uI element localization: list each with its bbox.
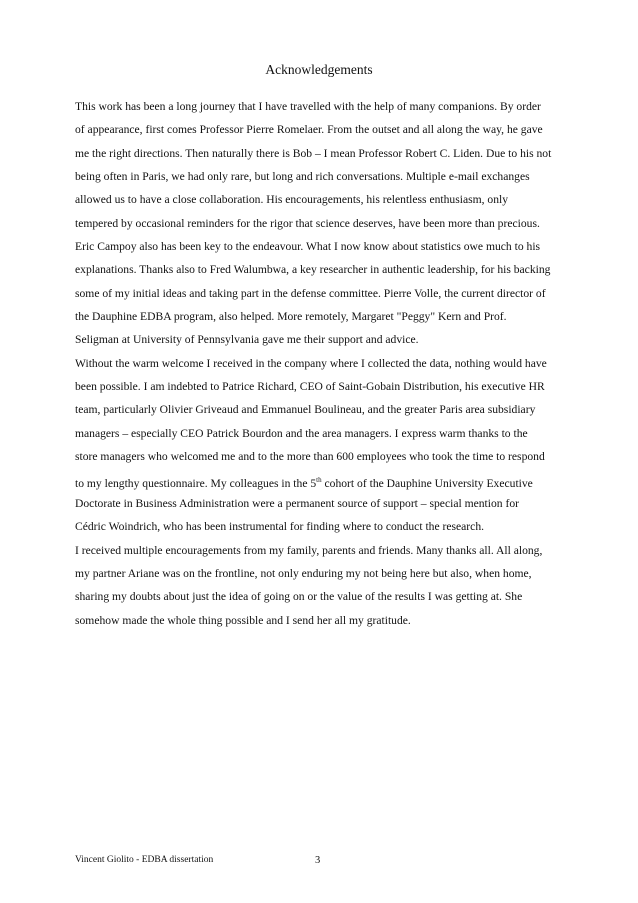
text-line: Seligman at University of Pennsylvania gave me their support and advice.: [75, 333, 419, 347]
text-line: me the right directions. Then naturally there is Bob – I mean Professor Robert C. Liden. Due to his not: [75, 146, 552, 160]
text-line: explanations. Thanks also to Fred Walumbwa, a key researcher in authentic leadership, for his backing: [75, 263, 551, 277]
text-line: Eric Campoy also has been key to the endeavour. What I now know about statistics owe much to his: [75, 240, 541, 254]
text-line-with-superscript: [75, 469, 575, 492]
text-line: Cédric Woindrich, who has been instrumental for finding where to conduct the research.: [75, 520, 485, 534]
text-line: This work has been a long journey that I have travelled with the help of many companions. By order: [75, 100, 541, 113]
text-line: managers – especially CEO Patrick Bourdon and the area managers. I express warm thanks to the: [75, 426, 528, 440]
text-line: sharing my doubts about just the idea of going on or the value of the results I was getting at. She: [75, 590, 523, 604]
page-number: 3: [315, 855, 321, 866]
text-line: some of my initial ideas and taking part in the defense committee. Pierre Volle, the current director of: [75, 286, 546, 300]
text-line: I received multiple encouragements from my family, parents and friends. Many thanks all. All along,: [75, 543, 543, 557]
text-line: tempered by occasional reminders for the rigor that science deserves, have been more than precious.: [75, 216, 540, 230]
text-line: my partner Ariane was on the frontline, not only enduring my not being here but also, when home,: [75, 566, 532, 580]
text-line: team, particularly Olivier Griveaud and Emmanuel Boulineau, and the greater Paris area subsidiary: [75, 403, 536, 417]
text-line: allowed us to have a close collaboration. His encouragements, his relentless enthusiasm, only: [75, 193, 509, 207]
acknowledgements-body: [75, 95, 575, 632]
text-line: store managers who welcomed me and to the more than 600 employees who took the time to respond: [75, 450, 545, 464]
text-line: the Dauphine EDBA program, also helped. More remotely, Margaret "Peggy" Kern and Prof.: [75, 310, 507, 324]
text-line-part: to my lengthy questionnaire. My colleagues in the 5: [75, 476, 317, 490]
text-line: Without the warm welcome I received in the company where I collected the data, nothing would have: [75, 356, 547, 370]
text-line: Doctorate in Business Administration were a permanent source of support – special mention for: [75, 496, 519, 510]
text-line: somehow made the whole thing possible and I send her all my gratitude.: [75, 613, 411, 627]
ordinal-superscript: th: [316, 475, 322, 484]
text-line: being often in Paris, we had only rare, but long and rich conversations. Multiple e-mail exchanges: [75, 170, 530, 184]
text-line-part: cohort of the Dauphine University Executive: [321, 476, 533, 490]
text-line: been possible. I am indebted to Patrice Richard, CEO of Saint-Gobain Distribution, his executive HR: [75, 380, 545, 394]
footer-author: Vincent Giolito - EDBA dissertation: [75, 855, 214, 865]
page-title: Acknowledgements: [265, 62, 373, 77]
text-line: of appearance, first comes Professor Pierre Romelaer. From the outset and all along the way, he gave: [75, 123, 543, 137]
